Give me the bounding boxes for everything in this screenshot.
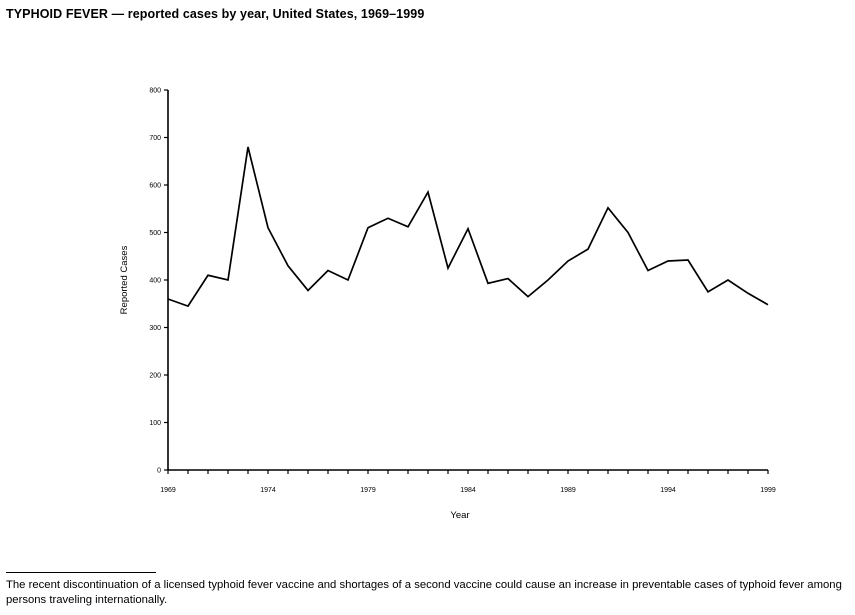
footnote-text: The recent discontinuation of a licensed typhoid fever vaccine and shortages of a second vaccine could cause an increase in preventable cases of typhoid fever among persons traveling internationally. <box>6 579 842 606</box>
page-title: TYPHOID FEVER — reported cases by year, United States, 1969–1999 <box>6 7 425 21</box>
y-tick-label: 0 <box>157 467 161 475</box>
x-tick-label: 1969 <box>160 487 176 494</box>
x-axis-title: Year <box>450 510 470 521</box>
y-tick-label: 500 <box>149 230 161 237</box>
x-tick-label: 1999 <box>760 487 776 494</box>
footnote-divider <box>6 572 156 573</box>
y-tick-label: 400 <box>149 277 161 285</box>
y-tick-label: 700 <box>149 135 161 142</box>
x-tick-label: 1994 <box>660 487 676 494</box>
y-tick-label: 300 <box>149 325 161 332</box>
y-axis-title: Reported Cases <box>119 245 130 315</box>
x-tick-label: 1989 <box>560 487 576 494</box>
x-tick-label: 1979 <box>360 487 376 494</box>
y-tick-label: 600 <box>149 182 161 190</box>
chart-area <box>0 60 855 540</box>
y-tick-group <box>149 88 168 475</box>
y-tick-label: 200 <box>149 372 161 380</box>
data-series-line <box>168 147 768 306</box>
typhoid-fever-line-chart <box>0 60 855 540</box>
x-tick-group <box>160 470 776 494</box>
y-tick-label: 100 <box>149 420 161 427</box>
x-axis <box>160 470 776 521</box>
x-tick-label: 1984 <box>460 487 476 494</box>
y-axis <box>119 88 168 475</box>
y-tick-label: 800 <box>149 87 161 95</box>
x-tick-label: 1974 <box>260 487 276 494</box>
